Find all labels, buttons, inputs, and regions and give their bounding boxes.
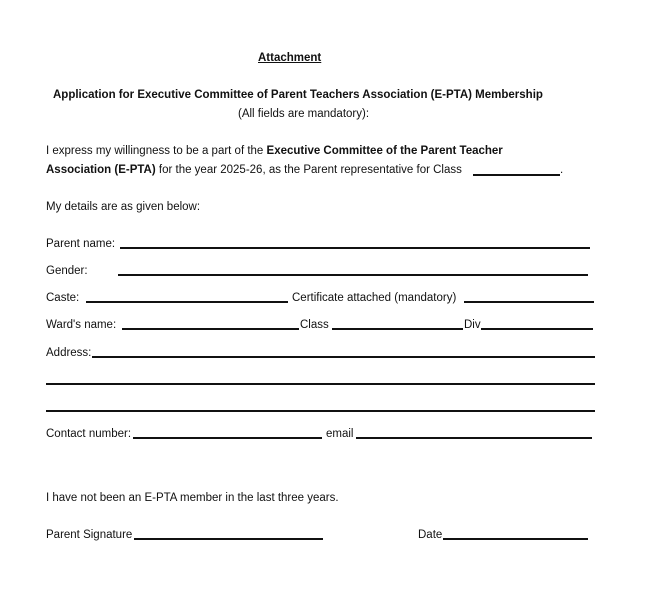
form-title: Application for Executive Committee of Parent Teachers Association (E-PTA) Membership: [53, 89, 543, 101]
attachment-heading: Attachment: [258, 52, 322, 64]
mandatory-note: (All fields are mandatory):: [238, 108, 370, 120]
date-blank[interactable]: [443, 538, 588, 540]
details-intro: My details are as given below:: [46, 201, 201, 213]
intro-line-2: [46, 163, 462, 177]
intro-text: I express my willingness to be a part of the: [46, 145, 267, 157]
intro-text: for the year 2025-26, as the Parent representative for Class: [155, 164, 462, 176]
certificate-blank[interactable]: [464, 301, 594, 303]
parent-name-blank[interactable]: [120, 247, 590, 249]
div-blank[interactable]: [481, 328, 593, 330]
association-name: Association (E-PTA): [46, 164, 156, 176]
email-blank[interactable]: [356, 437, 592, 439]
contact-blank[interactable]: [133, 437, 322, 439]
intro-period: .: [560, 164, 564, 176]
contact-label: Contact number:: [46, 428, 132, 440]
ward-class-label: Class: [300, 319, 329, 331]
address-blank-2[interactable]: [46, 383, 595, 385]
gender-label: Gender:: [46, 265, 88, 277]
signature-blank[interactable]: [134, 538, 323, 540]
address-blank-3[interactable]: [46, 410, 595, 412]
class-blank[interactable]: [473, 174, 560, 176]
ward-name-label: Ward's name:: [46, 319, 117, 331]
parent-name-label: Parent name:: [46, 238, 116, 250]
div-label: Div: [464, 319, 481, 331]
address-blank-1[interactable]: [92, 356, 595, 358]
caste-blank[interactable]: [86, 301, 288, 303]
ward-name-blank[interactable]: [122, 328, 299, 330]
ward-class-blank[interactable]: [332, 328, 463, 330]
gender-blank[interactable]: [118, 274, 588, 276]
certificate-label: Certificate attached (mandatory): [292, 292, 457, 304]
caste-label: Caste:: [46, 292, 80, 304]
declaration-text: I have not been an E-PTA member in the last three years.: [46, 492, 339, 504]
parent-signature-label: Parent Signature: [46, 529, 133, 541]
email-label: email: [326, 428, 354, 440]
committee-name: Executive Committee of the Parent Teacher: [266, 145, 503, 157]
address-label: Address:: [46, 347, 92, 359]
intro-line-1: [46, 144, 503, 158]
date-label: Date: [418, 529, 443, 541]
